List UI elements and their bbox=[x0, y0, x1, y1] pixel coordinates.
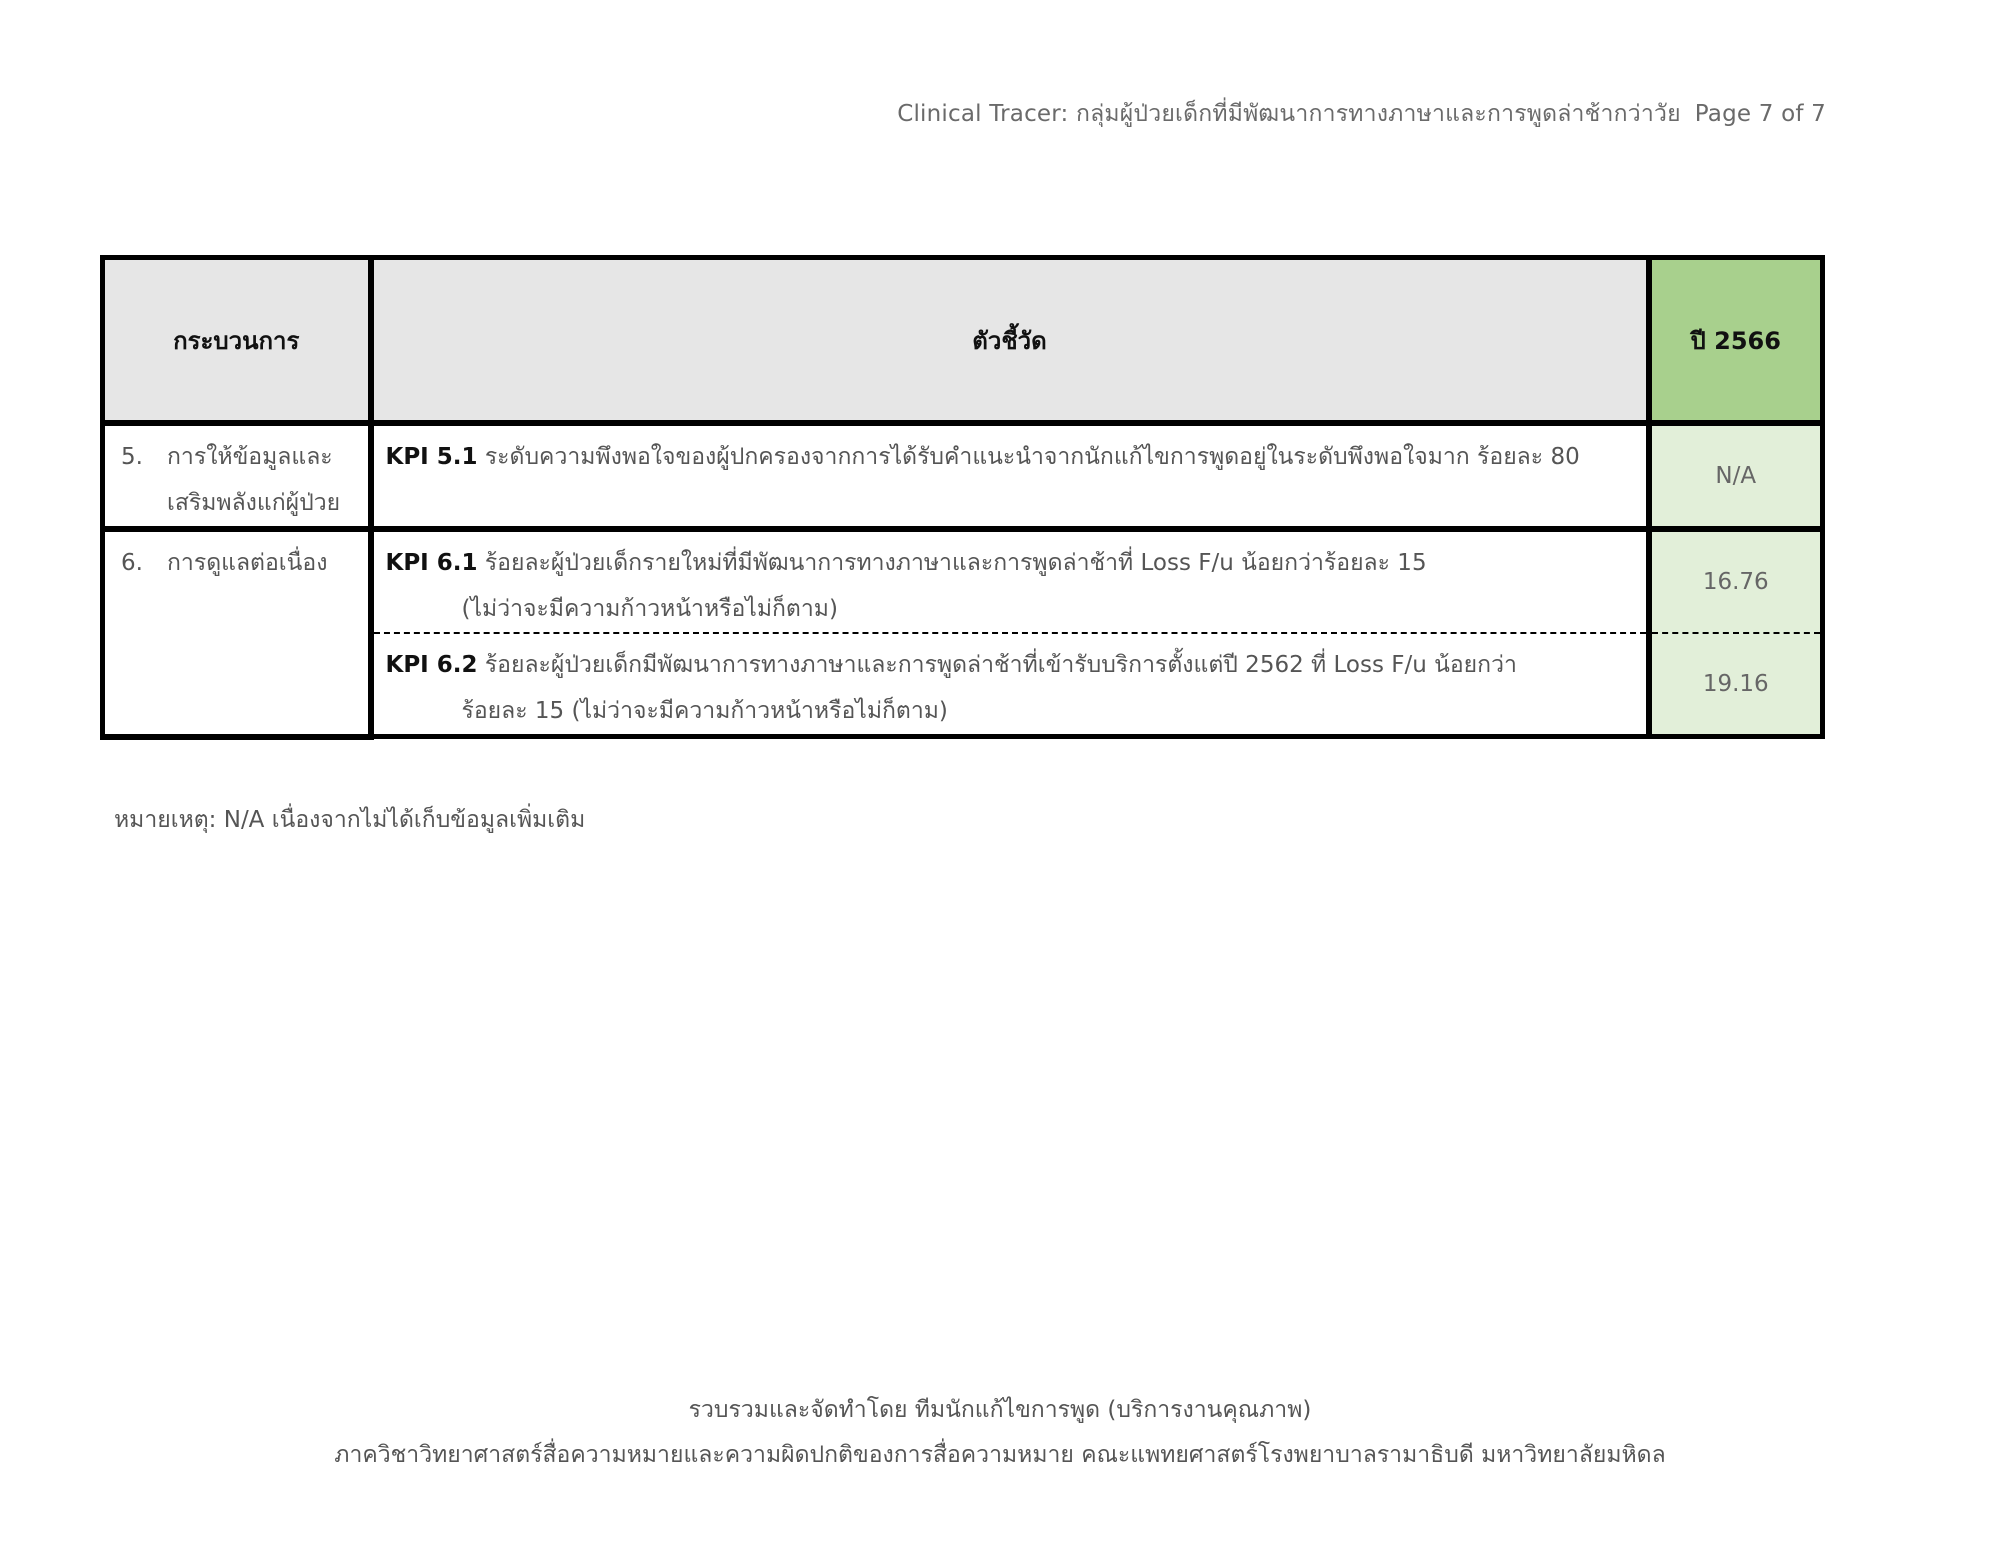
kpi-table bbox=[100, 255, 1825, 740]
process-label-line2: เสริมพลังแก่ผู้ป่วย bbox=[167, 490, 341, 516]
footnote: หมายเหตุ: N/A เนื่องจากไม่ได้เก็บข้อมูลเพิ่มเติม bbox=[114, 807, 586, 833]
kpi-id: KPI 6.2 bbox=[385, 652, 478, 678]
indicator-cell bbox=[371, 529, 1649, 633]
column-header-year: ปี 2566 bbox=[1649, 258, 1823, 424]
table-header-row bbox=[103, 258, 1823, 424]
kpi-text: ร้อยละผู้ป่วยเด็กรายใหม่ที่มีพัฒนาการทางภาษาและการพูดล่าช้าที่ Loss F/u น้อยกว่าร้อยละ 15 bbox=[484, 550, 1427, 576]
footer-credit: รวบรวมและจัดทำโดย ทีมนักแก้ไขการพูด (บริการงานคุณภาพ) bbox=[688, 1397, 1312, 1423]
kpi-text: ระดับความพึงพอใจของผู้ปกครองจากการได้รับคำแนะนำจากนักแก้ไขการพูดอยู่ในระดับพึงพอใจมาก ร้อยละ 80 bbox=[484, 444, 1580, 470]
value-cell: N/A bbox=[1649, 423, 1823, 529]
column-header-process: กระบวนการ bbox=[103, 258, 371, 424]
table-row bbox=[103, 529, 1823, 633]
kpi-text-continued: ร้อยละ 15 (ไม่ว่าจะมีความก้าวหน้าหรือไม่ก็ตาม) bbox=[461, 698, 948, 724]
page-number: Page 7 of 7 bbox=[1694, 101, 1826, 127]
kpi-text-continued: (ไม่ว่าจะมีความก้าวหน้าหรือไม่ก็ตาม) bbox=[461, 596, 838, 622]
page-header bbox=[897, 96, 1826, 132]
kpi-id: KPI 6.1 bbox=[385, 550, 478, 576]
kpi-text: ร้อยละผู้ป่วยเด็กมีพัฒนาการทางภาษาและการพูดล่าช้าที่เข้ารับบริการตั้งแต่ปี 2562 ที่ Loss F/u น้อยกว่า bbox=[484, 652, 1517, 678]
value-cell: 16.76 bbox=[1649, 529, 1823, 633]
process-number: 6. bbox=[121, 550, 143, 576]
process-cell bbox=[103, 423, 371, 529]
process-number: 5. bbox=[121, 444, 143, 470]
header-title: Clinical Tracer: กลุ่มผู้ป่วยเด็กที่มีพัฒนาการทางภาษาและการพูดล่าช้ากว่าวัย bbox=[897, 101, 1681, 127]
indicator-cell bbox=[371, 633, 1649, 737]
process-cell bbox=[103, 529, 371, 737]
indicator-cell bbox=[371, 423, 1649, 529]
footer-department: ภาควิชาวิทยาศาสตร์สื่อความหมายและความผิดปกติของการสื่อความหมาย คณะแพทยศาสตร์โรงพยาบาลรามาธิบดี มหาวิทยาลัยมหิดล bbox=[334, 1442, 1666, 1468]
process-label: การดูแลต่อเนื่อง bbox=[167, 550, 328, 576]
table-row bbox=[103, 423, 1823, 529]
process-label: การให้ข้อมูลและ bbox=[167, 444, 333, 470]
column-header-indicator: ตัวชี้วัด bbox=[371, 258, 1649, 424]
kpi-id: KPI 5.1 bbox=[385, 444, 478, 470]
value-cell: 19.16 bbox=[1649, 633, 1823, 737]
